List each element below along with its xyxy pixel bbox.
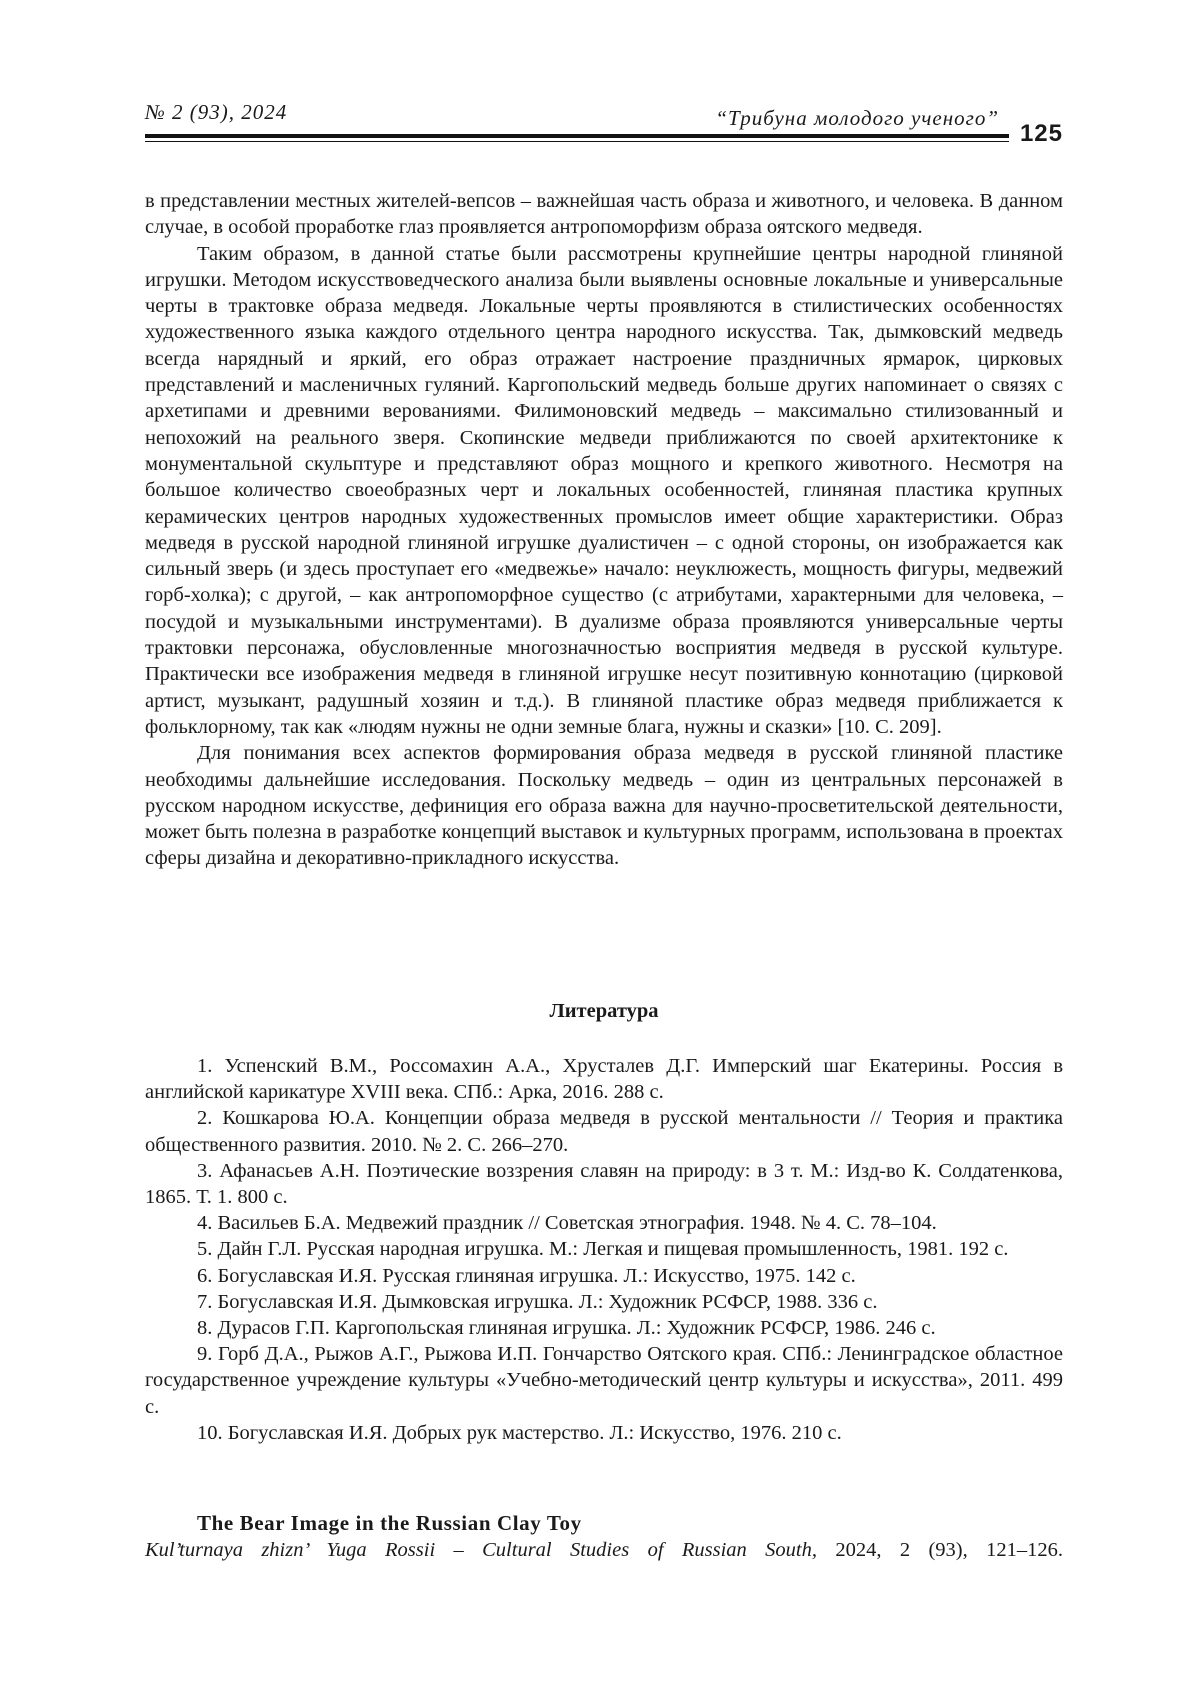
reference-item: 5. Дайн Г.Л. Русская народная игрушка. М.: Легкая и пищевая промышленность, 1981. 192 с. — [197, 1238, 1009, 1261]
reference-item: 1. Успенский В.М., Россомахин А.А., Хрусталев Д.Г. Имперский шаг Екатерины. Россия в английской карикатуре XVIII века. СПб.: Арка, 2016. 288 с. — [145, 1055, 1063, 1104]
citation-details: 2024, 2 (93), 121–126. — [835, 1539, 1064, 1561]
reference-item: 6. Богуславская И.Я. Русская глиняная игрушка. Л.: Искусство, 1975. 142 с. — [197, 1264, 856, 1287]
body-paragraph: в представлении местных жителей-вепсов – важнейшая часть образа и животного, и человека. В данном случае, в особой проработке глаз проявляется антропоморфизм образа оятского медведя. — [145, 190, 1063, 239]
english-title: The Bear Image in the Russian Clay Toy — [197, 1511, 582, 1535]
issue-label: № 2 (93), 2024 — [145, 100, 288, 124]
header-rule-thick — [145, 134, 1009, 138]
body-paragraph: Таким образом, в данной статье были рассмотрены крупнейшие центры народной глиняной игрушки. Методом искусствоведческого анализа были выявлены основные локальные и универсальные черты в трактовке образа медведя. Локальные черты проявляются в стилистических особенностях художественного языка каждого отдельного центра народного искусства. Так, дымковский медведь всегда нарядный и яркий, его образ отражает настроение праздничных ярмарок, цирковых представлений и масленичных гуляний. Каргопольский медведь больше других напоминает о связях с архетипами и древними верованиями. Филимоновский медведь – максимально стилизованный и непохожий на реального зверя. Скопинские медведи приближаются по своей архитектонике к монументальной скульптуре и представляют образ мощного и крепкого животного. Несмотря на большое количество своеобразных черт и локальных особенностей, глиняная пластика крупных керамических центров народных художественных промыслов имеет общие характеристики. Образ медведя в русской народной глиняной игрушке дуалистичен – с одной стороны, он изображается как сильный зверь (и здесь проступает его «медвежье» начало: неуклюжесть, мощность фигуры, медвежий горб-холка); с другой, – как антропоморфное существо (с атрибутами, характерными для человека, – посудой и музыкальными инструментами). В дуализме образа проявляются универсальные черты трактовки персонажа, обусловленные многозначностью восприятия медведя в русской культуре. Практически все изображения медведя в глиняной игрушке несут позитивную коннотацию (цирковой артист, музыкант, радушный хозяин и т.д.). В глиняной пластике образ медведя приближается к фольклорному, так как «людям нужны не одни земные блага, нужны и сказки» [10. С. 209]. — [145, 242, 1063, 738]
reference-item: 3. Афанасьев А.Н. Поэтические воззрения славян на природу: в 3 т. М.: Изд-во К. Солдатенкова, 1865. Т. 1. 800 с. — [145, 1159, 1063, 1209]
running-header — [145, 100, 1063, 150]
reference-item: 10. Богуславская И.Я. Добрых рук мастерство. Л.: Искусство, 1976. 210 с. — [197, 1421, 842, 1444]
reference-item: 9. Горб Д.А., Рыжов А.Г., Рыжова И.П. Гончарство Оятского края. СПб.: Ленинградское областное государственное учреждение культуры «Учебно-методический центр культуры и искусства», 2011. 499 с. — [145, 1343, 1063, 1418]
page-number: 125 — [1019, 120, 1063, 147]
header-rule-thin — [145, 141, 1009, 142]
journal-section-label: “Трибуна молодого ученого” — [715, 106, 999, 130]
body-paragraph: Для понимания всех аспектов формирования образа медведя в русской глиняной пластике необходимы дальнейшие исследования. Поскольку медведь – один из центральных персонажей в русском народном искусстве, дефиниция его образа важна для научно-просветительской деятельности, может быть полезна в разработке концепций выставок и культурных программ, использована в проектах сферы дизайна и декоративно-прикладного искусства. — [145, 742, 1063, 870]
reference-item: 8. Дурасов Г.П. Каргопольская глиняная игрушка. Л.: Художник РСФСР, 1986. 246 с. — [197, 1317, 936, 1340]
reference-item: 2. Кошкарова Ю.А. Концепции образа медведя в русской ментальности // Теория и практика общественного развития. 2010. № 2. С. 266–270. — [145, 1107, 1063, 1156]
reference-item: 4. Васильев Б.А. Медвежий праздник // Советская этнография. 1948. № 4. С. 78–104. — [197, 1212, 937, 1235]
reference-item: 7. Богуславская И.Я. Дымковская игрушка. Л.: Художник РСФСР, 1988. 336 с. — [197, 1290, 878, 1313]
literature-heading: Литература — [549, 1000, 659, 1022]
english-citation — [145, 1537, 1063, 1563]
article-body — [145, 188, 1063, 872]
reference-list — [145, 1053, 1063, 1446]
citation-journal: Kul’turnaya zhizn’ Yuga Rossii – Cultural Studies of Russian South, — [145, 1539, 817, 1561]
